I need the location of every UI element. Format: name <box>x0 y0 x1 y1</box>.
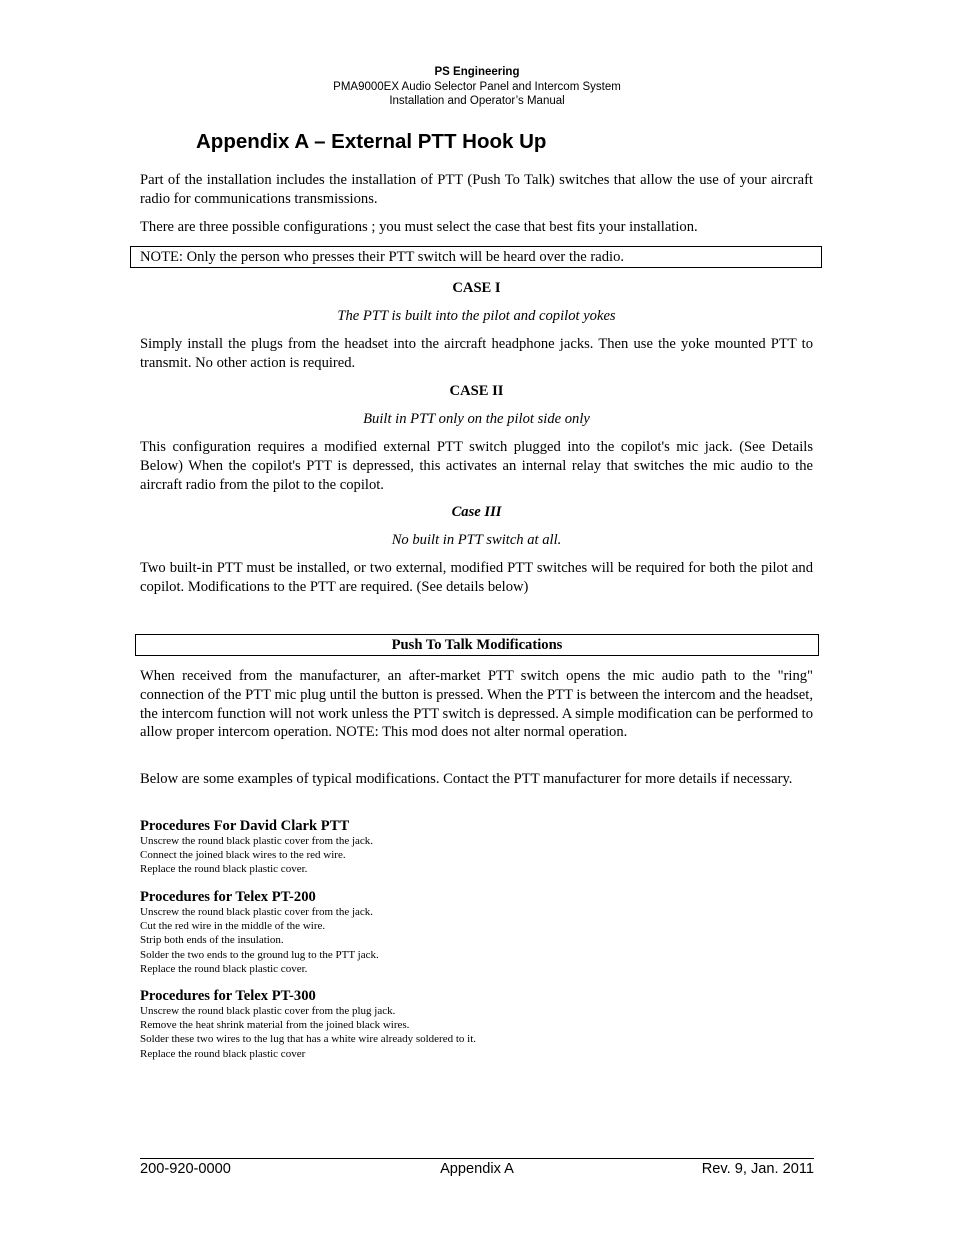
footer-revision: Rev. 9, Jan. 2011 <box>701 1161 814 1177</box>
procedure-step: Unscrew the round black plastic cover from the plug jack. <box>140 1005 396 1017</box>
intro-paragraph: There are three possible configurations ; you must select the case that best fits your installation. <box>140 219 698 235</box>
procedure-step: Replace the round black plastic cover. <box>140 962 308 975</box>
procedure-title: Procedures for Telex PT-300 <box>140 988 316 1004</box>
case-heading: CASE I <box>452 280 501 296</box>
procedure-step: Solder the two ends to the ground lug to the PTT jack. <box>140 948 379 961</box>
case-subtitle: No built in PTT switch at all. <box>391 532 562 548</box>
product-name: PMA9000EX Audio Selector Panel and Intercom System <box>333 80 621 93</box>
company-name: PS Engineering <box>434 66 520 78</box>
case-heading: Case III <box>451 504 502 520</box>
note-box <box>130 246 822 268</box>
procedure-step: Replace the round black plastic cover. <box>140 863 308 876</box>
page-header <box>0 65 954 109</box>
ptt-paragraph: Below are some examples of typical modifications. Contact the PTT manufacturer for more details if necessary. <box>140 771 793 787</box>
procedure-step: Strip both ends of the insulation. <box>140 934 284 947</box>
footer-divider <box>140 1158 814 1159</box>
procedure-step: Remove the heat shrink material from the joined black wires. <box>140 1019 410 1032</box>
case-body: Two built-in PTT must be installed, or two external, modified PTT switches will be required for both the pilot and copilot. Modifications to the PTT are required. (See details below) <box>140 560 813 595</box>
procedure-step: Replace the round black plastic cover <box>140 1047 306 1060</box>
note-text: NOTE: Only the person who presses their PTT switch will be heard over the radio. <box>140 249 625 265</box>
procedure-step: Connect the joined black wires to the red wire. <box>140 849 346 862</box>
case-subtitle: Built in PTT only on the pilot side only <box>363 411 590 427</box>
case-body: Simply install the plugs from the headset into the aircraft headphone jacks. Then use the yoke mounted PTT to transmit. No other action is required. <box>140 336 813 371</box>
case-heading: CASE II <box>449 383 504 399</box>
footer-doc-number: 200-920-0000 <box>140 1161 231 1177</box>
procedure-title: Procedures For David Clark PTT <box>140 818 350 834</box>
footer-section: Appendix A <box>440 1161 514 1177</box>
ptt-heading-text: Push To Talk Modifications <box>391 637 563 653</box>
case-body: This configuration requires a modified external PTT switch plugged into the copilot's mic jack. (See Details Below) When the copilot's PTT is depressed, this activates an internal relay that switches the mic audio to the aircraft radio from the pilot to the copilot. <box>140 439 813 493</box>
procedure-step: Unscrew the round black plastic cover from the jack. <box>140 906 374 918</box>
intro-paragraph: Part of the installation includes the installation of PTT (Push To Talk) switches that allow the use of your aircraft radio for communications transmissions. <box>140 172 813 207</box>
procedure-block <box>140 818 813 877</box>
ptt-section-heading <box>135 634 819 656</box>
manual-name: Installation and Operator’s Manual <box>389 95 565 107</box>
ptt-paragraph: When received from the manufacturer, an after-market PTT switch opens the mic audio path to the "ring" connection of the PTT mic plug until the button is pressed. When the PTT is between the intercom and the headset, the intercom function will not work unless the PTT switch is depressed. A simple modification can be performed to allow proper intercom operation. NOTE: This mod does not alter normal operation. <box>140 668 813 741</box>
procedure-step: Solder these two wires to the lug that has a white wire already soldered to it. <box>140 1033 477 1046</box>
page-title: Appendix A – External PTT Hook Up <box>196 130 547 153</box>
case-subtitle: The PTT is built into the pilot and copilot yokes <box>337 308 616 324</box>
procedure-step: Cut the red wire in the middle of the wire. <box>140 920 326 933</box>
procedure-block <box>140 889 813 976</box>
procedure-step: Unscrew the round black plastic cover from the jack. <box>140 835 374 847</box>
procedure-title: Procedures for Telex PT-200 <box>140 889 316 905</box>
procedure-block <box>140 988 813 1061</box>
